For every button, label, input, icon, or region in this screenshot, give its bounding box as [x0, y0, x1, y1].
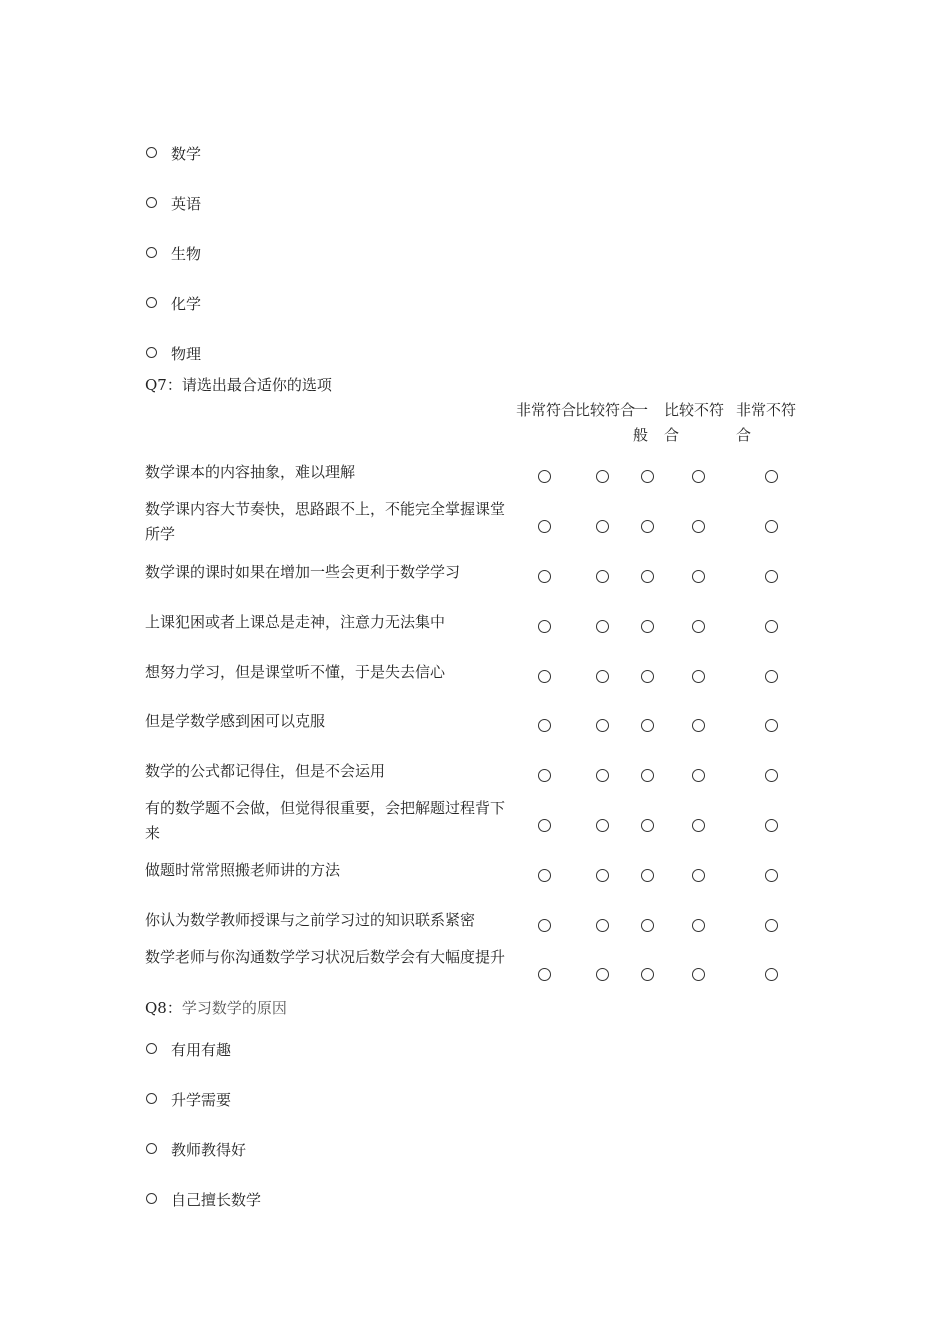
option-label: 英语 — [171, 195, 202, 213]
matrix-radio-button[interactable] — [692, 670, 705, 683]
matrix-radio-button[interactable] — [765, 620, 778, 633]
q8-option[interactable] — [146, 1138, 246, 1162]
matrix-radio-button[interactable] — [765, 968, 778, 981]
q8-option[interactable] — [146, 1188, 261, 1212]
matrix-radio-button[interactable] — [765, 570, 778, 583]
matrix-radio-button[interactable] — [596, 769, 609, 782]
radio-button[interactable] — [146, 247, 157, 258]
radio-button[interactable] — [146, 1093, 157, 1104]
matrix-radio-button[interactable] — [641, 470, 654, 483]
matrix-radio-button[interactable] — [538, 769, 551, 782]
matrix-radio-button[interactable] — [538, 520, 551, 533]
matrix-row-label: 数学的公式都记得住，但是不会运用 — [145, 762, 386, 780]
option-label: 化学 — [171, 295, 202, 313]
option-label: 物理 — [171, 345, 202, 363]
matrix-radio-button[interactable] — [765, 769, 778, 782]
option-label: 自己擅长数学 — [171, 1191, 262, 1209]
matrix-row-label: 数学课内容大节奏快，思路跟不上，不能完全掌握课堂所学 — [145, 500, 506, 543]
matrix-radio-button[interactable] — [641, 719, 654, 732]
q6-option[interactable] — [146, 242, 201, 266]
matrix-radio-button[interactable] — [692, 520, 705, 533]
matrix-row-label: 数学课本的内容抽象，难以理解 — [145, 463, 356, 481]
q6-option[interactable] — [146, 342, 201, 366]
matrix-radio-button[interactable] — [538, 819, 551, 832]
column-header: 比较符合 — [575, 401, 636, 419]
matrix-radio-button[interactable] — [538, 670, 551, 683]
matrix-radio-button[interactable] — [596, 670, 609, 683]
matrix-radio-button[interactable] — [641, 819, 654, 832]
q8-text: 学习数学的原因 — [181, 999, 287, 1017]
matrix-row-label: 做题时常常照搬老师讲的方法 — [145, 861, 341, 879]
matrix-radio-button[interactable] — [765, 520, 778, 533]
matrix-radio-button[interactable] — [538, 919, 551, 932]
radio-button[interactable] — [146, 197, 157, 208]
matrix-radio-button[interactable] — [538, 968, 551, 981]
matrix-radio-button[interactable] — [596, 968, 609, 981]
matrix-radio-button[interactable] — [692, 769, 705, 782]
matrix-radio-button[interactable] — [641, 869, 654, 882]
q6-option[interactable] — [146, 142, 201, 166]
matrix-radio-button[interactable] — [538, 570, 551, 583]
matrix-radio-button[interactable] — [596, 570, 609, 583]
matrix-radio-button[interactable] — [692, 719, 705, 732]
matrix-row-label: 数学老师与你沟通数学学习状况后数学会有大幅度提升 — [145, 948, 506, 966]
q8-option[interactable] — [146, 1088, 231, 1112]
matrix-radio-button[interactable] — [596, 919, 609, 932]
matrix-radio-button[interactable] — [641, 570, 654, 583]
matrix-radio-button[interactable] — [765, 470, 778, 483]
radio-button[interactable] — [146, 147, 157, 158]
matrix-radio-button[interactable] — [596, 470, 609, 483]
column-header: 非常符合 — [516, 401, 577, 419]
matrix-radio-button[interactable] — [641, 670, 654, 683]
matrix-radio-button[interactable] — [692, 869, 705, 882]
matrix-radio-button[interactable] — [596, 520, 609, 533]
q8-title — [145, 997, 287, 1019]
option-label: 生物 — [171, 245, 202, 263]
matrix-radio-button[interactable] — [538, 869, 551, 882]
matrix-row-label: 但是学数学感到困可以克服 — [145, 712, 326, 730]
matrix-radio-button[interactable] — [538, 620, 551, 633]
matrix-radio-button[interactable] — [765, 670, 778, 683]
option-label: 升学需要 — [171, 1091, 232, 1109]
matrix-radio-button[interactable] — [596, 620, 609, 633]
matrix-radio-button[interactable] — [692, 620, 705, 633]
radio-button[interactable] — [146, 1193, 157, 1204]
q6-option[interactable] — [146, 192, 201, 216]
matrix-radio-button[interactable] — [692, 570, 705, 583]
radio-button[interactable] — [146, 1043, 157, 1054]
matrix-radio-button[interactable] — [596, 819, 609, 832]
matrix-radio-button[interactable] — [765, 719, 778, 732]
radio-button[interactable] — [146, 1143, 157, 1154]
matrix-radio-button[interactable] — [692, 819, 705, 832]
matrix-radio-button[interactable] — [641, 919, 654, 932]
radio-button[interactable] — [146, 297, 157, 308]
q8-number: Q8： — [145, 999, 182, 1017]
matrix-radio-button[interactable] — [641, 968, 654, 981]
matrix-radio-button[interactable] — [692, 968, 705, 981]
matrix-radio-button[interactable] — [765, 819, 778, 832]
matrix-radio-button[interactable] — [538, 470, 551, 483]
matrix-radio-button[interactable] — [765, 919, 778, 932]
option-label: 有用有趣 — [171, 1041, 232, 1059]
matrix-radio-button[interactable] — [641, 520, 654, 533]
radio-button[interactable] — [146, 347, 157, 358]
matrix-row-label: 想努力学习，但是课堂听不懂，于是失去信心 — [145, 663, 446, 681]
matrix-radio-button[interactable] — [641, 620, 654, 633]
matrix-radio-button[interactable] — [641, 769, 654, 782]
matrix-radio-button[interactable] — [765, 869, 778, 882]
option-label: 数学 — [171, 145, 202, 163]
matrix-row-label: 上课犯困或者上课总是走神，注意力无法集中 — [145, 613, 446, 631]
matrix-radio-button[interactable] — [596, 719, 609, 732]
column-header: 非常不符合 — [736, 401, 797, 444]
matrix-row-label: 有的数学题不会做，但觉得很重要，会把解题过程背下来 — [145, 799, 506, 842]
column-header: 一般 — [633, 401, 649, 444]
column-header: 比较不符合 — [664, 401, 725, 444]
matrix-radio-button[interactable] — [538, 719, 551, 732]
matrix-row-label: 数学课的课时如果在增加一些会更利于数学学习 — [145, 563, 461, 581]
matrix-radio-button[interactable] — [692, 919, 705, 932]
q6-option[interactable] — [146, 292, 201, 316]
matrix-row-label: 你认为数学教师授课与之前学习过的知识联系紧密 — [145, 911, 476, 929]
q8-option[interactable] — [146, 1038, 231, 1062]
matrix-radio-button[interactable] — [692, 470, 705, 483]
q7-title: Q7：请选出最合适你的选项 — [145, 376, 332, 394]
option-label: 教师教得好 — [171, 1141, 247, 1159]
matrix-radio-button[interactable] — [596, 869, 609, 882]
